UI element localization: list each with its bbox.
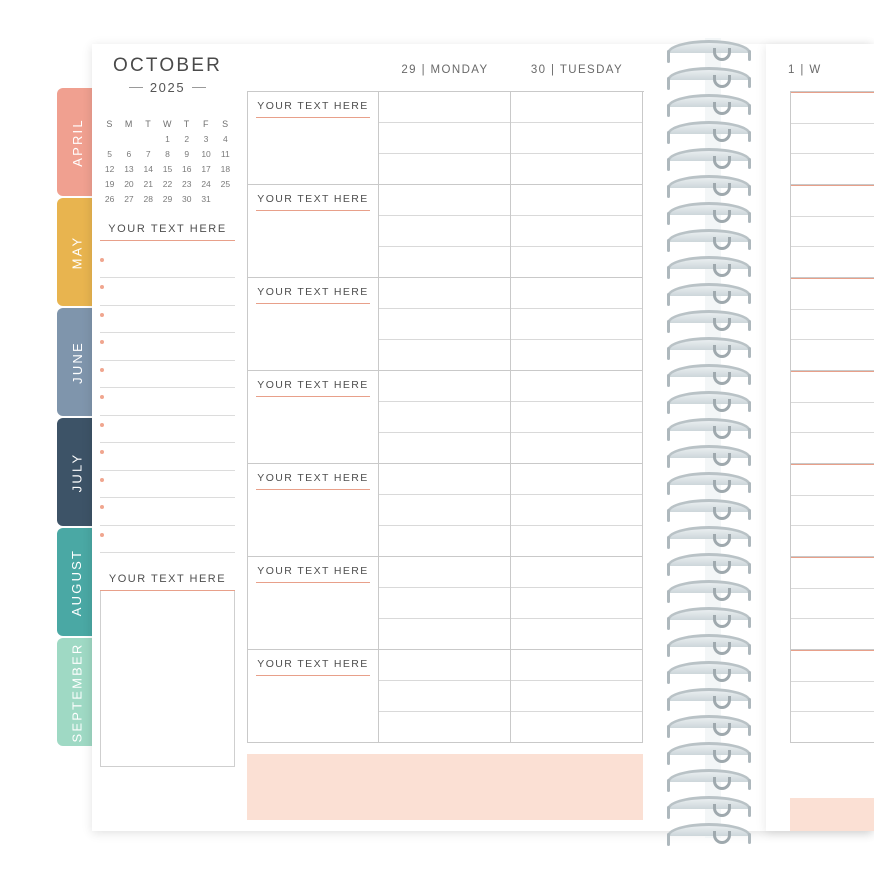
spiral-coil-icon xyxy=(665,389,753,415)
day-cell-tuesday[interactable] xyxy=(511,92,643,185)
calendar-day[interactable] xyxy=(100,131,119,146)
write-line[interactable] xyxy=(791,124,874,155)
task-cell[interactable] xyxy=(248,185,379,278)
day-cell-tuesday[interactable] xyxy=(511,464,643,557)
spiral-coil-icon xyxy=(665,254,753,280)
task-label: YOUR TEXT HERE xyxy=(256,100,370,118)
calendar-day[interactable]: 2 xyxy=(184,133,190,144)
write-line[interactable] xyxy=(511,464,642,495)
write-line[interactable] xyxy=(511,154,642,184)
table-row xyxy=(248,185,644,278)
day-cell-monday[interactable] xyxy=(379,185,511,278)
table-row xyxy=(248,557,644,650)
write-line[interactable] xyxy=(379,154,510,184)
table-row xyxy=(248,650,644,743)
footer-band-right[interactable] xyxy=(790,798,874,831)
list-item[interactable] xyxy=(100,251,235,279)
list-item[interactable] xyxy=(100,416,235,444)
calendar-week-row xyxy=(100,177,235,192)
spiral-coil-icon xyxy=(665,38,753,64)
spiral-coil-icon xyxy=(665,362,753,388)
task-label: YOUR TEXT HERE xyxy=(256,472,370,490)
day-cell-wednesday[interactable] xyxy=(791,464,874,557)
write-line[interactable] xyxy=(379,247,510,277)
list-item[interactable] xyxy=(100,306,235,334)
spiral-coil-icon xyxy=(665,119,753,145)
day-cell-wednesday[interactable] xyxy=(791,185,874,278)
bullet-dot-icon xyxy=(100,423,104,427)
day-header-wednesday: 1 | W xyxy=(788,64,822,76)
spiral-coil-icon xyxy=(665,578,753,604)
write-line[interactable] xyxy=(511,309,642,340)
write-line[interactable] xyxy=(791,651,874,682)
write-line[interactable] xyxy=(791,279,874,310)
write-line[interactable] xyxy=(511,557,642,588)
tab-label: APRIL xyxy=(69,117,85,167)
bullet-dot-icon xyxy=(100,533,104,537)
write-line[interactable] xyxy=(379,619,510,649)
calendar-day[interactable]: 13 xyxy=(124,163,134,174)
calendar-day[interactable]: 26 xyxy=(104,194,115,205)
write-line[interactable] xyxy=(791,712,874,742)
task-label: YOUR TEXT HERE xyxy=(256,286,370,304)
spiral-coil-icon xyxy=(665,632,753,658)
list-item[interactable] xyxy=(100,526,235,554)
calendar-day[interactable]: 9 xyxy=(184,148,190,159)
write-line[interactable] xyxy=(511,247,642,277)
spiral-coil-icon xyxy=(665,173,753,199)
day-cell-monday[interactable] xyxy=(379,278,511,371)
bullet-dot-icon xyxy=(100,258,104,262)
write-line[interactable] xyxy=(791,403,874,434)
bullet-dot-icon xyxy=(100,368,104,372)
write-line[interactable] xyxy=(379,216,510,247)
day-cell-tuesday[interactable] xyxy=(511,557,643,650)
calendar-day[interactable]: 18 xyxy=(220,163,231,174)
calendar-day[interactable]: 22 xyxy=(162,179,173,190)
spiral-coil-icon xyxy=(665,308,753,334)
bullet-dot-icon xyxy=(100,340,104,344)
list-item[interactable] xyxy=(100,361,235,389)
bullet-dot-icon xyxy=(100,450,104,454)
right-weekly-grid xyxy=(790,91,874,743)
weekday-header: T xyxy=(183,119,190,129)
task-cell[interactable] xyxy=(248,557,379,650)
calendar-day[interactable]: 1 xyxy=(165,133,170,144)
write-line[interactable] xyxy=(379,557,510,588)
calendar-day[interactable]: 27 xyxy=(124,194,134,205)
write-line[interactable] xyxy=(791,526,874,556)
spiral-coil-icon xyxy=(665,470,753,496)
day-cell-tuesday[interactable] xyxy=(511,185,643,278)
tab-label: JUNE xyxy=(69,340,85,384)
task-label: YOUR TEXT HERE xyxy=(256,658,370,676)
list-item[interactable] xyxy=(100,278,235,306)
day-cell-monday[interactable] xyxy=(379,650,511,743)
calendar-day[interactable]: 8 xyxy=(165,148,170,159)
day-header-monday: 29 | MONDAY xyxy=(401,64,489,76)
table-row xyxy=(248,278,644,371)
day-cell-wednesday[interactable] xyxy=(791,650,874,743)
calendar-weekday-row xyxy=(100,117,235,131)
write-line[interactable] xyxy=(379,340,510,370)
calendar-day[interactable]: 10 xyxy=(201,148,211,159)
calendar-day[interactable]: 15 xyxy=(162,163,173,174)
day-header-row xyxy=(379,64,643,76)
mini-calendar xyxy=(100,117,235,207)
spiral-coil-icon xyxy=(665,497,753,523)
weekday-header: W xyxy=(162,119,172,129)
calendar-day[interactable]: 19 xyxy=(104,179,115,190)
page-title: OCTOBER xyxy=(112,55,222,76)
write-line[interactable] xyxy=(511,712,642,742)
spiral-coil-icon xyxy=(665,65,753,91)
list-item[interactable] xyxy=(100,471,235,499)
write-line[interactable] xyxy=(791,186,874,217)
spiral-coil-icon xyxy=(665,605,753,631)
task-label: YOUR TEXT HERE xyxy=(256,565,370,583)
sidebar-tab-july[interactable] xyxy=(57,418,97,526)
write-line[interactable] xyxy=(791,465,874,496)
rule-left xyxy=(129,87,143,88)
right-page xyxy=(766,44,874,831)
write-line[interactable] xyxy=(511,216,642,247)
write-line[interactable] xyxy=(511,340,642,370)
spiral-coil-icon xyxy=(665,524,753,550)
write-line[interactable] xyxy=(511,619,642,649)
write-line[interactable] xyxy=(379,495,510,526)
day-cell-monday[interactable] xyxy=(379,557,511,650)
table-row xyxy=(248,371,644,464)
weekday-header: F xyxy=(203,119,210,129)
calendar-day[interactable]: 5 xyxy=(107,148,112,159)
write-line[interactable] xyxy=(511,588,642,619)
spiral-coil-icon xyxy=(665,443,753,469)
day-cell-monday[interactable] xyxy=(379,464,511,557)
tab-label: JULY xyxy=(69,452,85,492)
calendar-week-row xyxy=(100,146,235,161)
write-line[interactable] xyxy=(511,92,642,123)
note-box[interactable] xyxy=(100,591,235,767)
day-cell-wednesday[interactable] xyxy=(791,92,874,185)
day-cell-monday[interactable] xyxy=(379,371,511,464)
spiral-coil-icon xyxy=(665,335,753,361)
day-cell-monday[interactable] xyxy=(379,92,511,185)
year-label: 2025 xyxy=(149,80,186,95)
calendar-day[interactable]: 16 xyxy=(182,163,192,174)
left-column xyxy=(100,55,235,767)
write-line[interactable] xyxy=(791,310,874,341)
bullet-list xyxy=(100,251,235,554)
spiral-coil-icon xyxy=(665,686,753,712)
calendar-day[interactable]: 14 xyxy=(143,163,153,174)
calendar-week-row xyxy=(100,131,235,146)
calendar-day[interactable]: 31 xyxy=(201,194,211,205)
sidebar-tab-june[interactable] xyxy=(57,308,97,416)
sidebar-tab-august[interactable] xyxy=(57,528,97,636)
sidebar-tab-september[interactable] xyxy=(57,638,97,746)
write-line[interactable] xyxy=(511,123,642,154)
bullet-dot-icon xyxy=(100,313,104,317)
write-line[interactable] xyxy=(511,526,642,556)
write-line[interactable] xyxy=(511,650,642,681)
write-line[interactable] xyxy=(791,496,874,527)
task-cell[interactable] xyxy=(248,278,379,371)
write-line[interactable] xyxy=(379,526,510,556)
spiral-coil-icon xyxy=(665,821,753,847)
spiral-coil-icon xyxy=(665,281,753,307)
list-heading: YOUR TEXT HERE xyxy=(100,223,235,241)
calendar-day[interactable]: 6 xyxy=(126,148,132,159)
note-heading: YOUR TEXT HERE xyxy=(100,573,235,591)
table-row xyxy=(248,92,644,185)
calendar-day[interactable] xyxy=(216,192,235,207)
write-line[interactable] xyxy=(511,371,642,402)
calendar-day[interactable]: 28 xyxy=(143,194,153,205)
calendar-day[interactable]: 4 xyxy=(222,133,228,144)
spiral-coil-icon xyxy=(665,659,753,685)
bullet-dot-icon xyxy=(100,478,104,482)
write-line[interactable] xyxy=(379,123,510,154)
day-cell-wednesday[interactable] xyxy=(791,557,874,650)
write-line[interactable] xyxy=(379,681,510,712)
list-item[interactable] xyxy=(100,498,235,526)
bullet-dot-icon xyxy=(100,395,104,399)
year-row xyxy=(100,80,235,95)
calendar-day[interactable]: 30 xyxy=(182,194,192,205)
write-line[interactable] xyxy=(791,558,874,589)
write-line[interactable] xyxy=(379,712,510,742)
spiral-coil-icon xyxy=(665,227,753,253)
calendar-day[interactable] xyxy=(119,131,138,146)
write-line[interactable] xyxy=(379,371,510,402)
tab-label: MAY xyxy=(69,235,85,269)
spiral-coil-icon xyxy=(665,200,753,226)
task-cell[interactable] xyxy=(248,650,379,743)
day-cell-wednesday[interactable] xyxy=(791,371,874,464)
write-line[interactable] xyxy=(791,372,874,403)
calendar-day[interactable]: 24 xyxy=(201,179,211,190)
calendar-day[interactable]: 12 xyxy=(104,163,115,174)
write-line[interactable] xyxy=(379,278,510,309)
write-line[interactable] xyxy=(511,278,642,309)
calendar-day[interactable]: 3 xyxy=(203,133,209,144)
day-cell-tuesday[interactable] xyxy=(511,371,643,464)
day-cell-tuesday[interactable] xyxy=(511,278,643,371)
tab-label: SEPTEMBER xyxy=(69,642,85,742)
task-label: YOUR TEXT HERE xyxy=(256,379,370,397)
calendar-day[interactable]: 17 xyxy=(201,163,211,174)
write-line[interactable] xyxy=(379,433,510,463)
write-line[interactable] xyxy=(791,93,874,124)
calendar-day[interactable]: 20 xyxy=(124,179,134,190)
write-line[interactable] xyxy=(511,402,642,433)
write-line[interactable] xyxy=(379,588,510,619)
weekday-header: M xyxy=(124,119,133,129)
calendar-week-row xyxy=(100,192,235,207)
write-line[interactable] xyxy=(791,682,874,713)
table-row xyxy=(248,464,644,557)
month-tab-strip xyxy=(57,88,97,748)
calendar-day[interactable]: 25 xyxy=(220,179,231,190)
spiral-binding xyxy=(665,38,760,838)
spiral-coil-icon xyxy=(665,146,753,172)
write-line[interactable] xyxy=(379,402,510,433)
rule-right xyxy=(192,87,206,88)
write-line[interactable] xyxy=(511,495,642,526)
write-line[interactable] xyxy=(791,589,874,620)
tab-label: AUGUST xyxy=(69,548,85,616)
sidebar-tab-may[interactable] xyxy=(57,198,97,306)
spiral-coil-icon xyxy=(665,92,753,118)
calendar-week-row xyxy=(100,161,235,176)
write-line[interactable] xyxy=(791,433,874,463)
spiral-coil-icon xyxy=(665,551,753,577)
write-line[interactable] xyxy=(791,619,874,649)
write-line[interactable] xyxy=(791,340,874,370)
task-cell[interactable] xyxy=(248,464,379,557)
calendar-day[interactable]: 29 xyxy=(162,194,173,205)
spiral-coil-icon xyxy=(665,416,753,442)
calendar-day[interactable] xyxy=(139,131,158,146)
day-cell-wednesday[interactable] xyxy=(791,278,874,371)
footer-band[interactable] xyxy=(247,754,643,820)
day-header-tuesday: 30 | TUESDAY xyxy=(530,64,624,76)
sidebar-tab-april[interactable] xyxy=(57,88,97,196)
calendar-day[interactable]: 7 xyxy=(145,148,151,159)
spiral-coil-icon xyxy=(665,740,753,766)
list-item[interactable] xyxy=(100,443,235,471)
task-label: YOUR TEXT HERE xyxy=(256,193,370,211)
write-line[interactable] xyxy=(379,650,510,681)
day-cell-tuesday[interactable] xyxy=(511,650,643,743)
weekday-header: S xyxy=(106,119,113,129)
write-line[interactable] xyxy=(511,185,642,216)
write-line[interactable] xyxy=(791,217,874,248)
spiral-coil-icon xyxy=(665,794,753,820)
write-line[interactable] xyxy=(791,154,874,184)
write-line[interactable] xyxy=(511,433,642,463)
list-item[interactable] xyxy=(100,333,235,361)
calendar-day[interactable]: 21 xyxy=(143,179,153,190)
write-line[interactable] xyxy=(379,92,510,123)
task-cell[interactable] xyxy=(248,371,379,464)
weekday-header: S xyxy=(222,119,229,129)
write-line[interactable] xyxy=(379,185,510,216)
write-line[interactable] xyxy=(511,681,642,712)
spiral-coil-icon xyxy=(665,713,753,739)
write-line[interactable] xyxy=(379,464,510,495)
bullet-dot-icon xyxy=(100,505,104,509)
spiral-coil-icon xyxy=(665,767,753,793)
weekly-grid xyxy=(247,91,644,743)
list-item[interactable] xyxy=(100,388,235,416)
calendar-day[interactable]: 23 xyxy=(182,179,192,190)
calendar-day[interactable]: 11 xyxy=(220,148,230,159)
weekday-header: T xyxy=(145,119,152,129)
write-line[interactable] xyxy=(379,309,510,340)
bullet-dot-icon xyxy=(100,285,104,289)
write-line[interactable] xyxy=(791,247,874,277)
task-cell[interactable] xyxy=(248,92,379,185)
